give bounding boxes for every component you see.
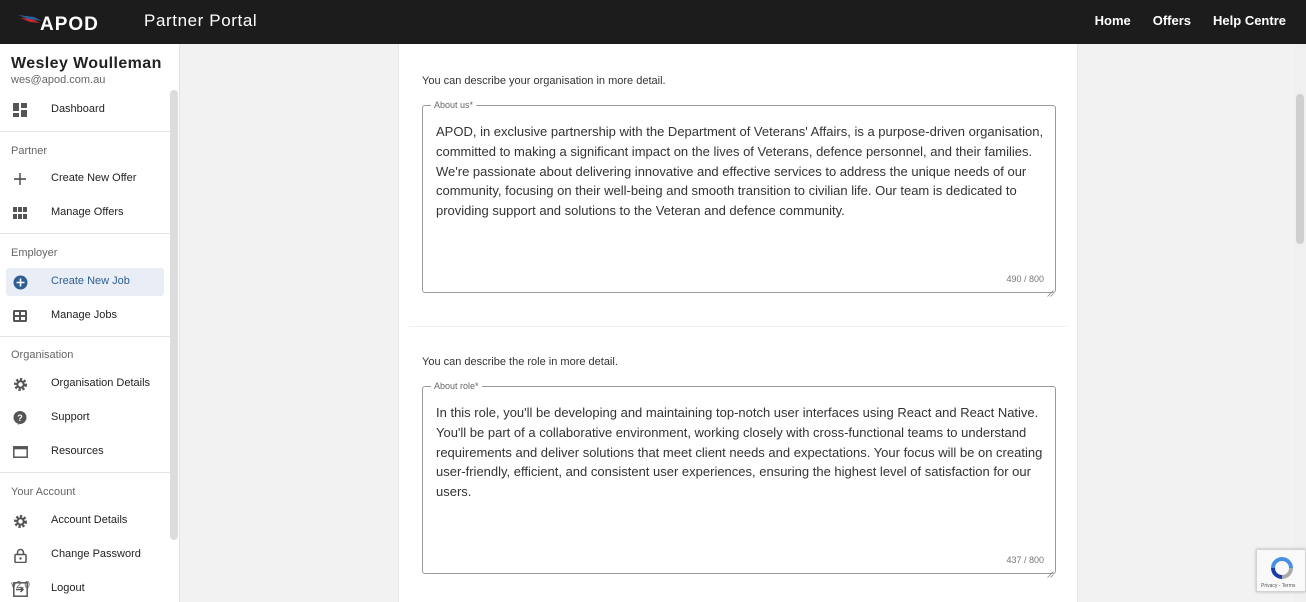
sidebar-item-label: Resources [51, 445, 104, 457]
about-us-char-counter: 490 / 800 [1006, 274, 1044, 284]
nav-offers-link[interactable]: Offers [1152, 13, 1192, 28]
portal-title: Partner Portal [144, 11, 258, 30]
svg-text:APOD: APOD [40, 14, 99, 34]
sidebar-item-label: Logout [51, 582, 85, 594]
recaptcha-terms[interactable]: Privacy - Terms [1261, 583, 1296, 589]
form-card [398, 44, 1078, 602]
main-scrollbar[interactable] [1294, 44, 1306, 602]
sidebar-item-logout[interactable] [6, 575, 164, 602]
about-us-value[interactable]: APOD, in exclusive partnership with the Department of Veterans' Affairs, is a purpose-driven organisation, committed to making a significant impact on the lives of Veterans, defence personnel, and their families. We're passionate about delivering innovative and effective services to address the unique needs of our community, focusing on their well-being and smooth transition to civilian life. Our team is dedicated to providing support and solutions to the Veteran and defence community. [436, 124, 1044, 219]
about-us-label: About us* [431, 100, 476, 110]
main-scrollbar-thumb[interactable] [1296, 94, 1304, 244]
logout-icon [12, 581, 28, 597]
sidebar-item-change-password[interactable] [6, 541, 164, 569]
gear-icon [12, 513, 28, 529]
gear-icon [12, 376, 28, 392]
sidebar-item-label: Dashboard [51, 103, 105, 115]
recaptcha-icon [1268, 555, 1296, 581]
apod-logo[interactable] [18, 10, 122, 34]
add-circle-icon [12, 274, 28, 290]
sidebar-item-manage-offers[interactable] [6, 199, 164, 227]
version-label: v2.0 [11, 580, 30, 591]
sidebar-item-label: Change Password [51, 548, 141, 560]
sidebar-item-label: Manage Jobs [51, 309, 118, 321]
sidebar-item-account-details[interactable] [6, 507, 164, 535]
sidebar-item-label: Account Details [51, 514, 128, 526]
sidebar-item-create-offer[interactable] [6, 165, 164, 193]
about-role-textarea[interactable] [422, 381, 1056, 574]
grid-icon [12, 205, 28, 221]
window-icon [12, 444, 28, 460]
sidebar-divider [0, 472, 170, 473]
top-nav [1095, 13, 1286, 28]
sidebar-item-support[interactable] [6, 404, 164, 432]
sidebar-item-manage-jobs[interactable] [6, 302, 164, 330]
section-label-partner: Partner [11, 145, 48, 157]
help-bubble-icon [12, 410, 28, 426]
about-us-description: You can describe your organisation in more detail. [422, 75, 666, 87]
sidebar-divider [0, 131, 170, 132]
about-role-value[interactable]: In this role, you'll be developing and maintaining top-notch user interfaces using React and React Native. You'll be part of a collaborative environment, working closely with cross-functional teams to understand requirements and deliver solutions that meet client needs and expectations. Your focus will be on creating user-friendly, efficient, and consistent user experiences, ensuring the highest level of satisfaction for our users. [436, 405, 1043, 500]
about-role-char-counter: 437 / 800 [1006, 555, 1044, 565]
lock-icon [12, 547, 28, 563]
recaptcha-badge[interactable] [1256, 549, 1306, 592]
section-separator [409, 326, 1067, 327]
about-role-label: About role* [431, 381, 482, 391]
sidebar-item-label: Support [51, 411, 90, 423]
svg-text:?: ? [17, 412, 23, 423]
plus-icon [12, 171, 28, 187]
sidebar-item-create-job[interactable] [6, 268, 164, 296]
sidebar-item-organisation-details[interactable] [6, 370, 164, 398]
nav-home-link[interactable]: Home [1094, 13, 1131, 28]
top-bar [0, 0, 1306, 44]
section-label-your-account: Your Account [11, 486, 76, 498]
sidebar-item-label: Manage Offers [51, 206, 124, 218]
user-name: Wesley Woulleman [11, 55, 162, 72]
nav-help-centre-link[interactable]: Help Centre [1213, 13, 1286, 28]
sidebar-item-label: Create New Offer [51, 172, 137, 184]
sidebar-item-dashboard[interactable] [6, 96, 164, 124]
sidebar-divider [0, 233, 170, 234]
section-label-organisation: Organisation [11, 349, 74, 361]
resize-handle-icon[interactable] [1047, 565, 1054, 572]
dashboard-icon [12, 102, 28, 118]
sidebar-scrollbar[interactable] [170, 90, 178, 540]
resize-handle-icon[interactable] [1047, 284, 1054, 291]
section-label-employer: Employer [11, 247, 58, 259]
user-email: wes@apod.com.au [11, 74, 106, 86]
about-us-textarea[interactable] [422, 100, 1056, 293]
sidebar-divider [0, 336, 170, 337]
sidebar [0, 44, 180, 602]
about-role-description: You can describe the role in more detail. [422, 356, 618, 368]
sidebar-item-label: Create New Job [51, 275, 130, 287]
sidebar-item-resources[interactable] [6, 438, 164, 466]
sidebar-item-label: Organisation Details [51, 377, 151, 389]
jobs-icon [12, 308, 28, 324]
